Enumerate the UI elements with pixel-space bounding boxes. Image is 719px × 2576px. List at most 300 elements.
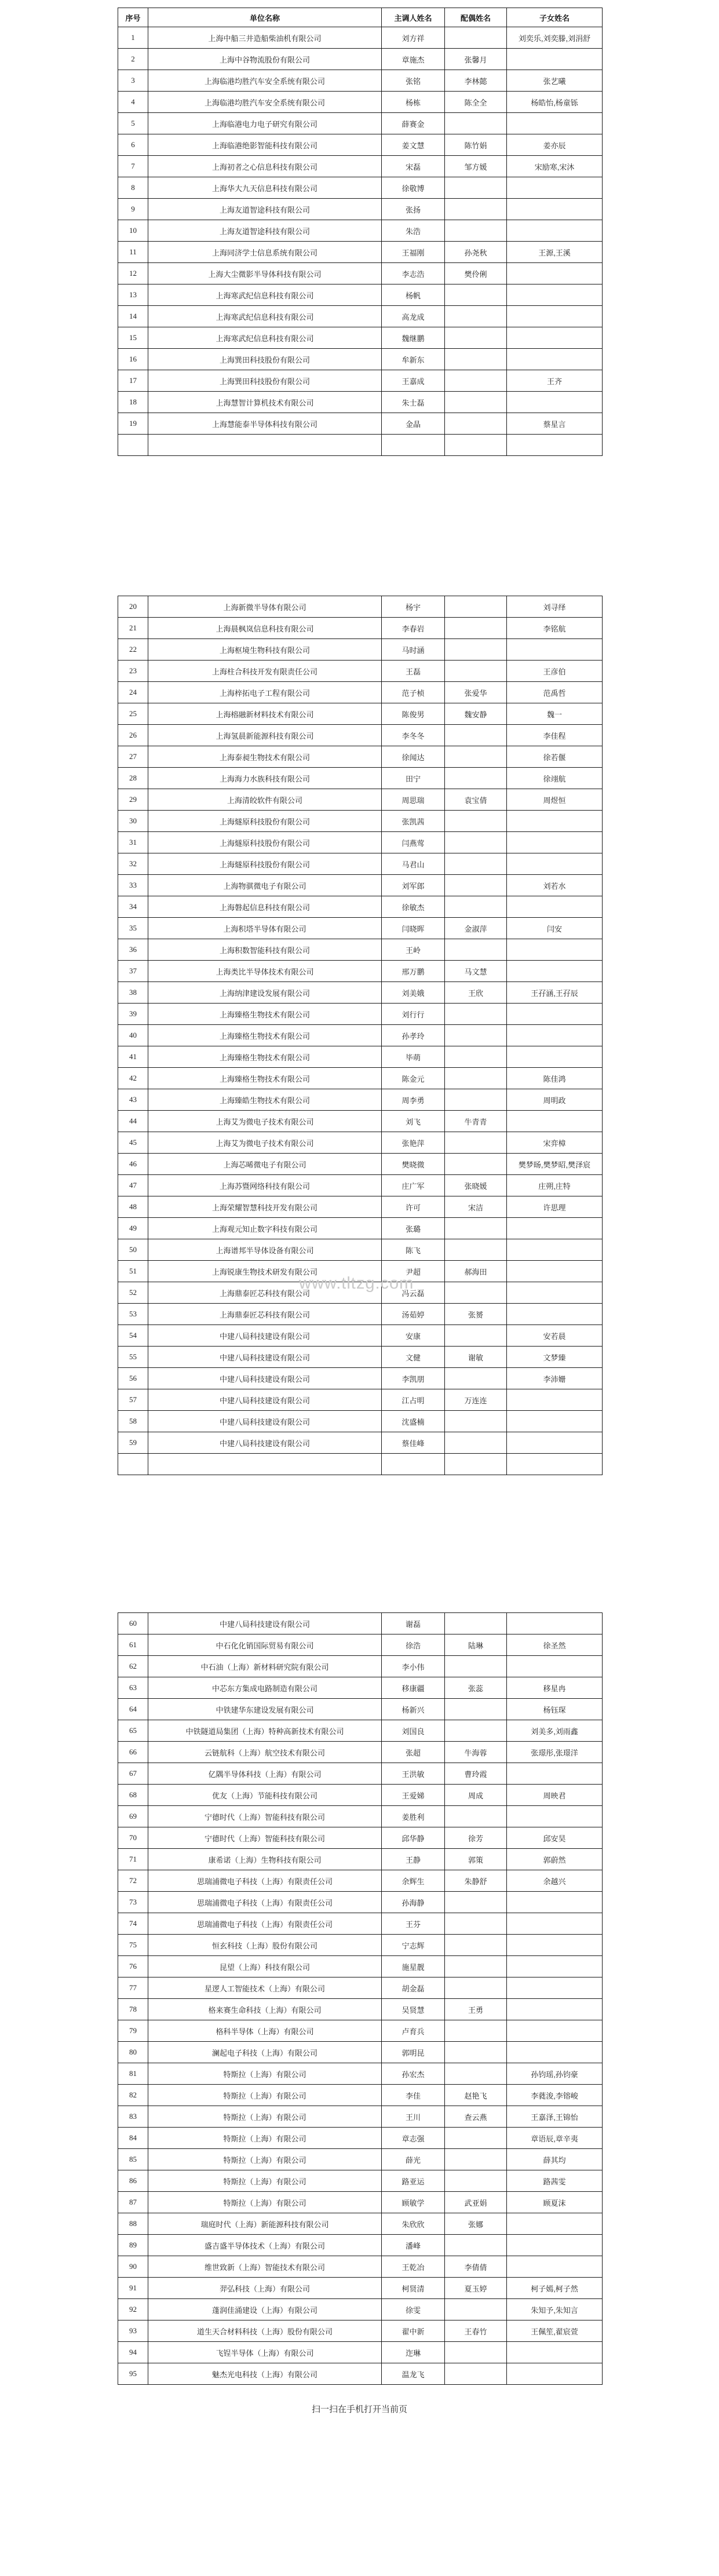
table-row [118, 1068, 603, 1089]
table-cell-company: 上海巽田科技股份有限公司 [148, 349, 382, 370]
table-cell-children [507, 263, 603, 284]
table-row [118, 1132, 603, 1154]
table-cell-children [507, 2256, 603, 2278]
table-cell-seq: 14 [118, 306, 148, 327]
table-cell-company: 盛吉盛半导体技术（上海）有限公司 [148, 2235, 382, 2256]
table-cell-seq: 49 [118, 1218, 148, 1239]
table-cell-children: 顾夏沫 [507, 2192, 603, 2213]
table-cell-company: 上海臻格生物技术有限公司 [148, 1046, 382, 1068]
table-cell-company: 飞锃半导体（上海）有限公司 [148, 2342, 382, 2363]
table-cell-children: 宋励寒,宋沐 [507, 156, 603, 177]
table-cell-spouse [445, 768, 507, 789]
table-cell-spouse [445, 1046, 507, 1068]
table-cell-company: 亿隅半导体科技（上海）有限公司 [148, 1763, 382, 1785]
table-cell-person: 徐闻达 [382, 746, 445, 768]
table-cell-person: 谢磊 [382, 1613, 445, 1634]
table-cell-children [507, 2020, 603, 2042]
table-cell-spouse [445, 618, 507, 639]
table-cell-children [507, 113, 603, 134]
table-cell-company: 中建八局科技建设有限公司 [148, 1389, 382, 1411]
table-row [118, 1368, 603, 1389]
table-row [118, 1785, 603, 1806]
table-row [118, 1282, 603, 1304]
table-cell-person: 王磊 [382, 661, 445, 682]
table-cell-children: 李铭航 [507, 618, 603, 639]
table-cell-company: 上海苏暨网络科技有限公司 [148, 1175, 382, 1196]
table-cell-seq: 29 [118, 789, 148, 811]
table-cell-person: 闫燕莺 [382, 832, 445, 853]
table-cell-company: 上海慧能泰半导体科技有限公司 [148, 413, 382, 435]
table-cell-spouse [445, 2363, 507, 2385]
table-row [118, 639, 603, 661]
table-cell-company: 特斯拉（上海）有限公司 [148, 2149, 382, 2170]
table-cell-person: 姜文慧 [382, 134, 445, 156]
table-row [118, 2149, 603, 2170]
table-cell-company: 上海艾为微电子技术有限公司 [148, 1111, 382, 1132]
table-cell-seq: 18 [118, 392, 148, 413]
table-cell-spouse [445, 284, 507, 306]
table-row [118, 875, 603, 896]
table-cell-children: 宋弈樟 [507, 1132, 603, 1154]
table-cell-spouse [445, 1132, 507, 1154]
table-row [118, 1892, 603, 1913]
table-row [118, 1870, 603, 1892]
table-cell-children [507, 639, 603, 661]
table-cell-children: 路茜雯 [507, 2170, 603, 2192]
table-cell-company: 上海友道智途科技有限公司 [148, 220, 382, 242]
table-cell-spouse [445, 1089, 507, 1111]
table-row [118, 853, 603, 875]
table-cell-company: 上海巽田科技股份有限公司 [148, 370, 382, 392]
table-cell-children [507, 284, 603, 306]
table-cell-seq: 53 [118, 1304, 148, 1325]
table-cell-spouse: 陆琳 [445, 1634, 507, 1656]
column-header: 单位名称 [148, 8, 382, 27]
table-cell-children: 周映君 [507, 1785, 603, 1806]
table-cell-spouse [445, 370, 507, 392]
table-cell-spouse: 王勇 [445, 1999, 507, 2020]
table-cell-person: 刘方祥 [382, 27, 445, 49]
table-cell-person: 李凯朋 [382, 1368, 445, 1389]
column-header: 子女姓名 [507, 8, 603, 27]
table-cell-seq: 55 [118, 1347, 148, 1368]
table-cell-company: 上海观元知止数字科技有限公司 [148, 1218, 382, 1239]
table-cell-person: 徐敏杰 [382, 896, 445, 918]
table-row [118, 725, 603, 746]
table-row [118, 1720, 603, 1742]
table-cell-spouse [445, 1025, 507, 1046]
table-cell-spouse [445, 1368, 507, 1389]
table-cell-spouse [445, 2170, 507, 2192]
table-cell-spouse [445, 853, 507, 875]
table-row [118, 1956, 603, 1977]
table-cell-company: 上海臻格生物技术有限公司 [148, 1025, 382, 1046]
table-cell-spouse: 马文慧 [445, 961, 507, 982]
table-row [118, 113, 603, 134]
table-cell-spouse [445, 1411, 507, 1432]
table-cell-company: 上海荣耀智慧科技开发有限公司 [148, 1196, 382, 1218]
table-row [118, 306, 603, 327]
table-row [118, 199, 603, 220]
table-cell-person: 江占明 [382, 1389, 445, 1411]
table-row [118, 1634, 603, 1656]
table-row [118, 392, 603, 413]
table-row [118, 2278, 603, 2299]
table-row [118, 27, 603, 49]
table-cell-seq: 52 [118, 1282, 148, 1304]
table-cell-children: 魏一 [507, 703, 603, 725]
table-cell-spouse: 郭策 [445, 1849, 507, 1870]
table-cell-children [507, 1613, 603, 1634]
table-cell-person: 刘国良 [382, 1720, 445, 1742]
table-cell-company: 上海类比半导体技术有限公司 [148, 961, 382, 982]
table-cell-spouse [445, 1325, 507, 1347]
table-cell-company: 上海新微半导体有限公司 [148, 596, 382, 618]
table-cell-seq: 61 [118, 1634, 148, 1656]
table-cell-seq: 43 [118, 1089, 148, 1111]
table-cell-children [507, 1806, 603, 1827]
table-row [118, 413, 603, 435]
table-cell-company: 上海积数智能科技有限公司 [148, 939, 382, 961]
table-cell-company: 上海臻格生物技术有限公司 [148, 1068, 382, 1089]
table-cell-person: 章施杰 [382, 49, 445, 70]
table-cell-company: 上海中谷物流股份有限公司 [148, 49, 382, 70]
table-cell-person: 刘行行 [382, 1004, 445, 1025]
table-cell-children [507, 1977, 603, 1999]
table-row [118, 1432, 603, 1454]
table-row [118, 2063, 603, 2085]
table-cell-company: 上海锐康生物技术研发有限公司 [148, 1261, 382, 1282]
table-cell-company: 上海磐起信息科技有限公司 [148, 896, 382, 918]
table-cell-children: 薛其均 [507, 2149, 603, 2170]
table-cell-children [507, 2342, 603, 2363]
table-cell-person: 金晶 [382, 413, 445, 435]
table-cell-person: 张超 [382, 1742, 445, 1763]
table-cell-person: 闫晓晖 [382, 918, 445, 939]
table-cell-children: 徐若偃 [507, 746, 603, 768]
table-cell-seq: 33 [118, 875, 148, 896]
table-cell-children [507, 199, 603, 220]
table-cell-children [507, 1389, 603, 1411]
table-row [118, 2213, 603, 2235]
table-cell-children: 张璟彤,张璟洋 [507, 1742, 603, 1763]
table-cell-person: 胡金磊 [382, 1977, 445, 1999]
table-cell-company: 中建八局科技建设有限公司 [148, 1347, 382, 1368]
table-row [118, 1325, 603, 1347]
table-cell-seq: 38 [118, 982, 148, 1004]
table-cell-company: 特斯拉（上海）有限公司 [148, 2192, 382, 2213]
table-cell-seq: 47 [118, 1175, 148, 1196]
table-cell-seq: 46 [118, 1154, 148, 1175]
table-row [118, 811, 603, 832]
table-cell-company: 特斯拉（上海）有限公司 [148, 2106, 382, 2128]
table-cell-company: 中芯东方集成电路制造有限公司 [148, 1677, 382, 1699]
table-cell-spouse: 张爱华 [445, 682, 507, 703]
table-cell-seq: 66 [118, 1742, 148, 1763]
table-row [118, 918, 603, 939]
table-cell-children: 王佩笙,翟宸萱 [507, 2320, 603, 2342]
table-empty-cell [382, 435, 445, 456]
table-cell-seq: 76 [118, 1956, 148, 1977]
table-cell-spouse [445, 875, 507, 896]
table-cell-person: 邢万鹏 [382, 961, 445, 982]
table-cell-person: 李冬冬 [382, 725, 445, 746]
table-row [118, 1196, 603, 1218]
table-cell-seq: 68 [118, 1785, 148, 1806]
table-cell-children [507, 2363, 603, 2385]
table-cell-spouse: 樊伶俐 [445, 263, 507, 284]
table-cell-spouse [445, 27, 507, 49]
table-row [118, 242, 603, 263]
table-row [118, 1411, 603, 1432]
table-row [118, 134, 603, 156]
table-cell-seq: 21 [118, 618, 148, 639]
table-cell-company: 特斯拉（上海）有限公司 [148, 2170, 382, 2192]
table-cell-person: 李春岩 [382, 618, 445, 639]
table-cell-spouse: 赵艳飞 [445, 2085, 507, 2106]
table-cell-children [507, 1111, 603, 1132]
table-cell-company: 上海氢晨新能源科技有限公司 [148, 725, 382, 746]
table-row [118, 177, 603, 199]
table-cell-company: 上海寒武纪信息科技有限公司 [148, 306, 382, 327]
table-cell-seq: 19 [118, 413, 148, 435]
table-cell-seq: 82 [118, 2085, 148, 2106]
table-cell-person: 王福刚 [382, 242, 445, 263]
table-cell-seq: 78 [118, 1999, 148, 2020]
table-cell-children: 移星冉 [507, 1677, 603, 1699]
table-cell-spouse: 李林懿 [445, 70, 507, 92]
table-empty-cell [118, 435, 148, 456]
table-row [118, 2235, 603, 2256]
table-row [118, 982, 603, 1004]
table-row [118, 1046, 603, 1068]
table-cell-spouse [445, 2128, 507, 2149]
table-cell-seq: 63 [118, 1677, 148, 1699]
table-cell-spouse [445, 1154, 507, 1175]
table-cell-spouse [445, 939, 507, 961]
table-cell-person: 柯贤清 [382, 2278, 445, 2299]
table-cell-seq: 9 [118, 199, 148, 220]
table-row [118, 961, 603, 982]
table-cell-seq: 80 [118, 2042, 148, 2063]
table-cell-spouse: 金淑萍 [445, 918, 507, 939]
table-row [118, 596, 603, 618]
table-cell-spouse [445, 1613, 507, 1634]
table-row [118, 1763, 603, 1785]
table-cell-company: 上海芯晞微电子有限公司 [148, 1154, 382, 1175]
table-cell-company: 格科半导体（上海）有限公司 [148, 2020, 382, 2042]
table-cell-spouse: 谢敏 [445, 1347, 507, 1368]
table-cell-company: 上海临港绝影智能科技有限公司 [148, 134, 382, 156]
table-cell-spouse [445, 392, 507, 413]
table-row [118, 2299, 603, 2320]
table-cell-children: 刘寻绎 [507, 596, 603, 618]
table-cell-person: 陈金元 [382, 1068, 445, 1089]
table-cell-children: 刘若水 [507, 875, 603, 896]
table-cell-seq: 94 [118, 2342, 148, 2363]
table-cell-children: 余越兴 [507, 1870, 603, 1892]
table-cell-spouse [445, 113, 507, 134]
table-cell-seq: 36 [118, 939, 148, 961]
table-cell-company: 中石油（上海）新材料研究院有限公司 [148, 1656, 382, 1677]
table-cell-company: 上海清皎软件有限公司 [148, 789, 382, 811]
table-cell-children: 刘美多,刘雨鑫 [507, 1720, 603, 1742]
table-cell-spouse: 孙尧秋 [445, 242, 507, 263]
table-cell-spouse: 牛海蓉 [445, 1742, 507, 1763]
table-cell-seq: 22 [118, 639, 148, 661]
table-cell-seq: 54 [118, 1325, 148, 1347]
table-cell-children [507, 961, 603, 982]
table-cell-person: 蔡佳峰 [382, 1432, 445, 1454]
site-watermark: www.tltzg.com [299, 1274, 414, 1293]
column-header: 序号 [118, 8, 148, 27]
table-cell-children [507, 1046, 603, 1068]
table-cell-spouse [445, 1720, 507, 1742]
table-cell-person: 薛光 [382, 2149, 445, 2170]
table-cell-person: 尹超 [382, 1261, 445, 1282]
table-cell-company: 上海晨枫岚信息科技有限公司 [148, 618, 382, 639]
table-header-row [118, 8, 603, 27]
table-cell-person: 徐敬博 [382, 177, 445, 199]
table-cell-company: 上海同济学士信息系统有限公司 [148, 242, 382, 263]
table-cell-company: 星逻人工智能技术（上海）有限公司 [148, 1977, 382, 1999]
table-cell-spouse: 张娜 [445, 2213, 507, 2235]
table-cell-company: 上海积塔半导体有限公司 [148, 918, 382, 939]
table-cell-company: 中铁隧道局集团（上海）特种高新技术有限公司 [148, 1720, 382, 1742]
table-cell-seq: 81 [118, 2063, 148, 2085]
table-row [118, 92, 603, 113]
table-cell-seq: 17 [118, 370, 148, 392]
table-cell-company: 上海臻皓生物技术有限公司 [148, 1089, 382, 1111]
table-cell-children: 闫安 [507, 918, 603, 939]
table-row [118, 2256, 603, 2278]
table-empty-cell [445, 435, 507, 456]
table-row [118, 1827, 603, 1849]
table-cell-person: 孙海静 [382, 1892, 445, 1913]
table-cell-person: 张璐 [382, 1218, 445, 1239]
table-cell-children [507, 1999, 603, 2020]
table-row [118, 1025, 603, 1046]
table-cell-spouse [445, 1913, 507, 1935]
table-cell-children [507, 1432, 603, 1454]
table-cell-company: 蓬润佳涌建设（上海）有限公司 [148, 2299, 382, 2320]
table-cell-person: 王岭 [382, 939, 445, 961]
table-cell-company: 上海艾为微电子技术有限公司 [148, 1132, 382, 1154]
table-cell-person: 张凯茜 [382, 811, 445, 832]
table-cell-children: 王彦伯 [507, 661, 603, 682]
table-row [118, 2363, 603, 2385]
table-cell-company: 中石化化销国际贸易有限公司 [148, 1634, 382, 1656]
table-cell-children [507, 896, 603, 918]
table-cell-seq: 72 [118, 1870, 148, 1892]
table-row [118, 1389, 603, 1411]
table-cell-children: 柯子嫣,柯子然 [507, 2278, 603, 2299]
table-cell-spouse: 张蕊 [445, 1677, 507, 1699]
table-cell-seq: 16 [118, 349, 148, 370]
table-row [118, 703, 603, 725]
table-cell-children [507, 2213, 603, 2235]
table-cell-spouse [445, 327, 507, 349]
table-cell-person: 张铭 [382, 70, 445, 92]
table-cell-spouse: 查云燕 [445, 2106, 507, 2128]
table-row [118, 349, 603, 370]
table-cell-person: 王静 [382, 1849, 445, 1870]
table-cell-children: 王嘉泽,王锦怡 [507, 2106, 603, 2128]
table-cell-spouse: 王欣 [445, 982, 507, 1004]
table-cell-children: 郭蔚然 [507, 1849, 603, 1870]
table-cell-children [507, 1763, 603, 1785]
table-cell-spouse: 陈竹娟 [445, 134, 507, 156]
table-cell-person: 朱士磊 [382, 392, 445, 413]
table-cell-children: 安若晨 [507, 1325, 603, 1347]
table-cell-person: 移康疆 [382, 1677, 445, 1699]
table-cell-company: 上海泰昶生物技术有限公司 [148, 746, 382, 768]
table-cell-spouse: 曹玲霞 [445, 1763, 507, 1785]
table-row [118, 1742, 603, 1763]
table-cell-company: 昆望（上海）科技有限公司 [148, 1956, 382, 1977]
table-cell-children [507, 1892, 603, 1913]
table-cell-spouse [445, 349, 507, 370]
table-cell-seq: 83 [118, 2106, 148, 2128]
table-cell-children [507, 49, 603, 70]
table-cell-person: 王嘉成 [382, 370, 445, 392]
table-cell-spouse: 邹方媛 [445, 156, 507, 177]
table-cell-person: 徐浩 [382, 1634, 445, 1656]
table-cell-children [507, 1656, 603, 1677]
table-cell-person: 樊晓微 [382, 1154, 445, 1175]
column-header: 配偶姓名 [445, 8, 507, 27]
table-cell-spouse [445, 1806, 507, 1827]
table-cell-person: 张扬 [382, 199, 445, 220]
table-row [118, 1111, 603, 1132]
table-cell-seq: 3 [118, 70, 148, 92]
table-cell-spouse [445, 1282, 507, 1304]
table-cell-spouse [445, 2149, 507, 2170]
table-cell-person: 李佳 [382, 2085, 445, 2106]
table-cell-children: 陈佳鸿 [507, 1068, 603, 1089]
table-cell-spouse: 魏安静 [445, 703, 507, 725]
table-cell-person: 周思瑞 [382, 789, 445, 811]
table-cell-seq: 13 [118, 284, 148, 306]
table-cell-company: 思瑞浦微电子科技（上海）有限责任公司 [148, 1913, 382, 1935]
table-cell-spouse [445, 639, 507, 661]
table-row [118, 2106, 603, 2128]
table-cell-spouse: 武亚娟 [445, 2192, 507, 2213]
table-cell-seq: 24 [118, 682, 148, 703]
table-cell-company: 道生天合材料科技（上海）股份有限公司 [148, 2320, 382, 2342]
table-cell-seq: 65 [118, 1720, 148, 1742]
table-cell-person: 范子桢 [382, 682, 445, 703]
table-row [118, 2170, 603, 2192]
table-cell-spouse: 朱静舒 [445, 1870, 507, 1892]
table-cell-children: 王齐 [507, 370, 603, 392]
table-cell-seq: 10 [118, 220, 148, 242]
table-cell-person: 刘美娥 [382, 982, 445, 1004]
table-cell-company: 上海物骐微电子有限公司 [148, 875, 382, 896]
table-cell-person: 顾敏学 [382, 2192, 445, 2213]
table-cell-children: 李沛姗 [507, 1368, 603, 1389]
table-cell-company: 上海臻格生物技术有限公司 [148, 1004, 382, 1025]
table-cell-seq: 15 [118, 327, 148, 349]
table-cell-company: 上海临港均胜汽车安全系统有限公司 [148, 92, 382, 113]
table-cell-person: 马时涵 [382, 639, 445, 661]
table-cell-spouse [445, 1956, 507, 1977]
table-cell-spouse: 宋洁 [445, 1196, 507, 1218]
table-cell-person: 冯云磊 [382, 1282, 445, 1304]
table-cell-children: 王孖涵,王孖辰 [507, 982, 603, 1004]
table-cell-seq: 41 [118, 1046, 148, 1068]
table-cell-person: 许可 [382, 1196, 445, 1218]
